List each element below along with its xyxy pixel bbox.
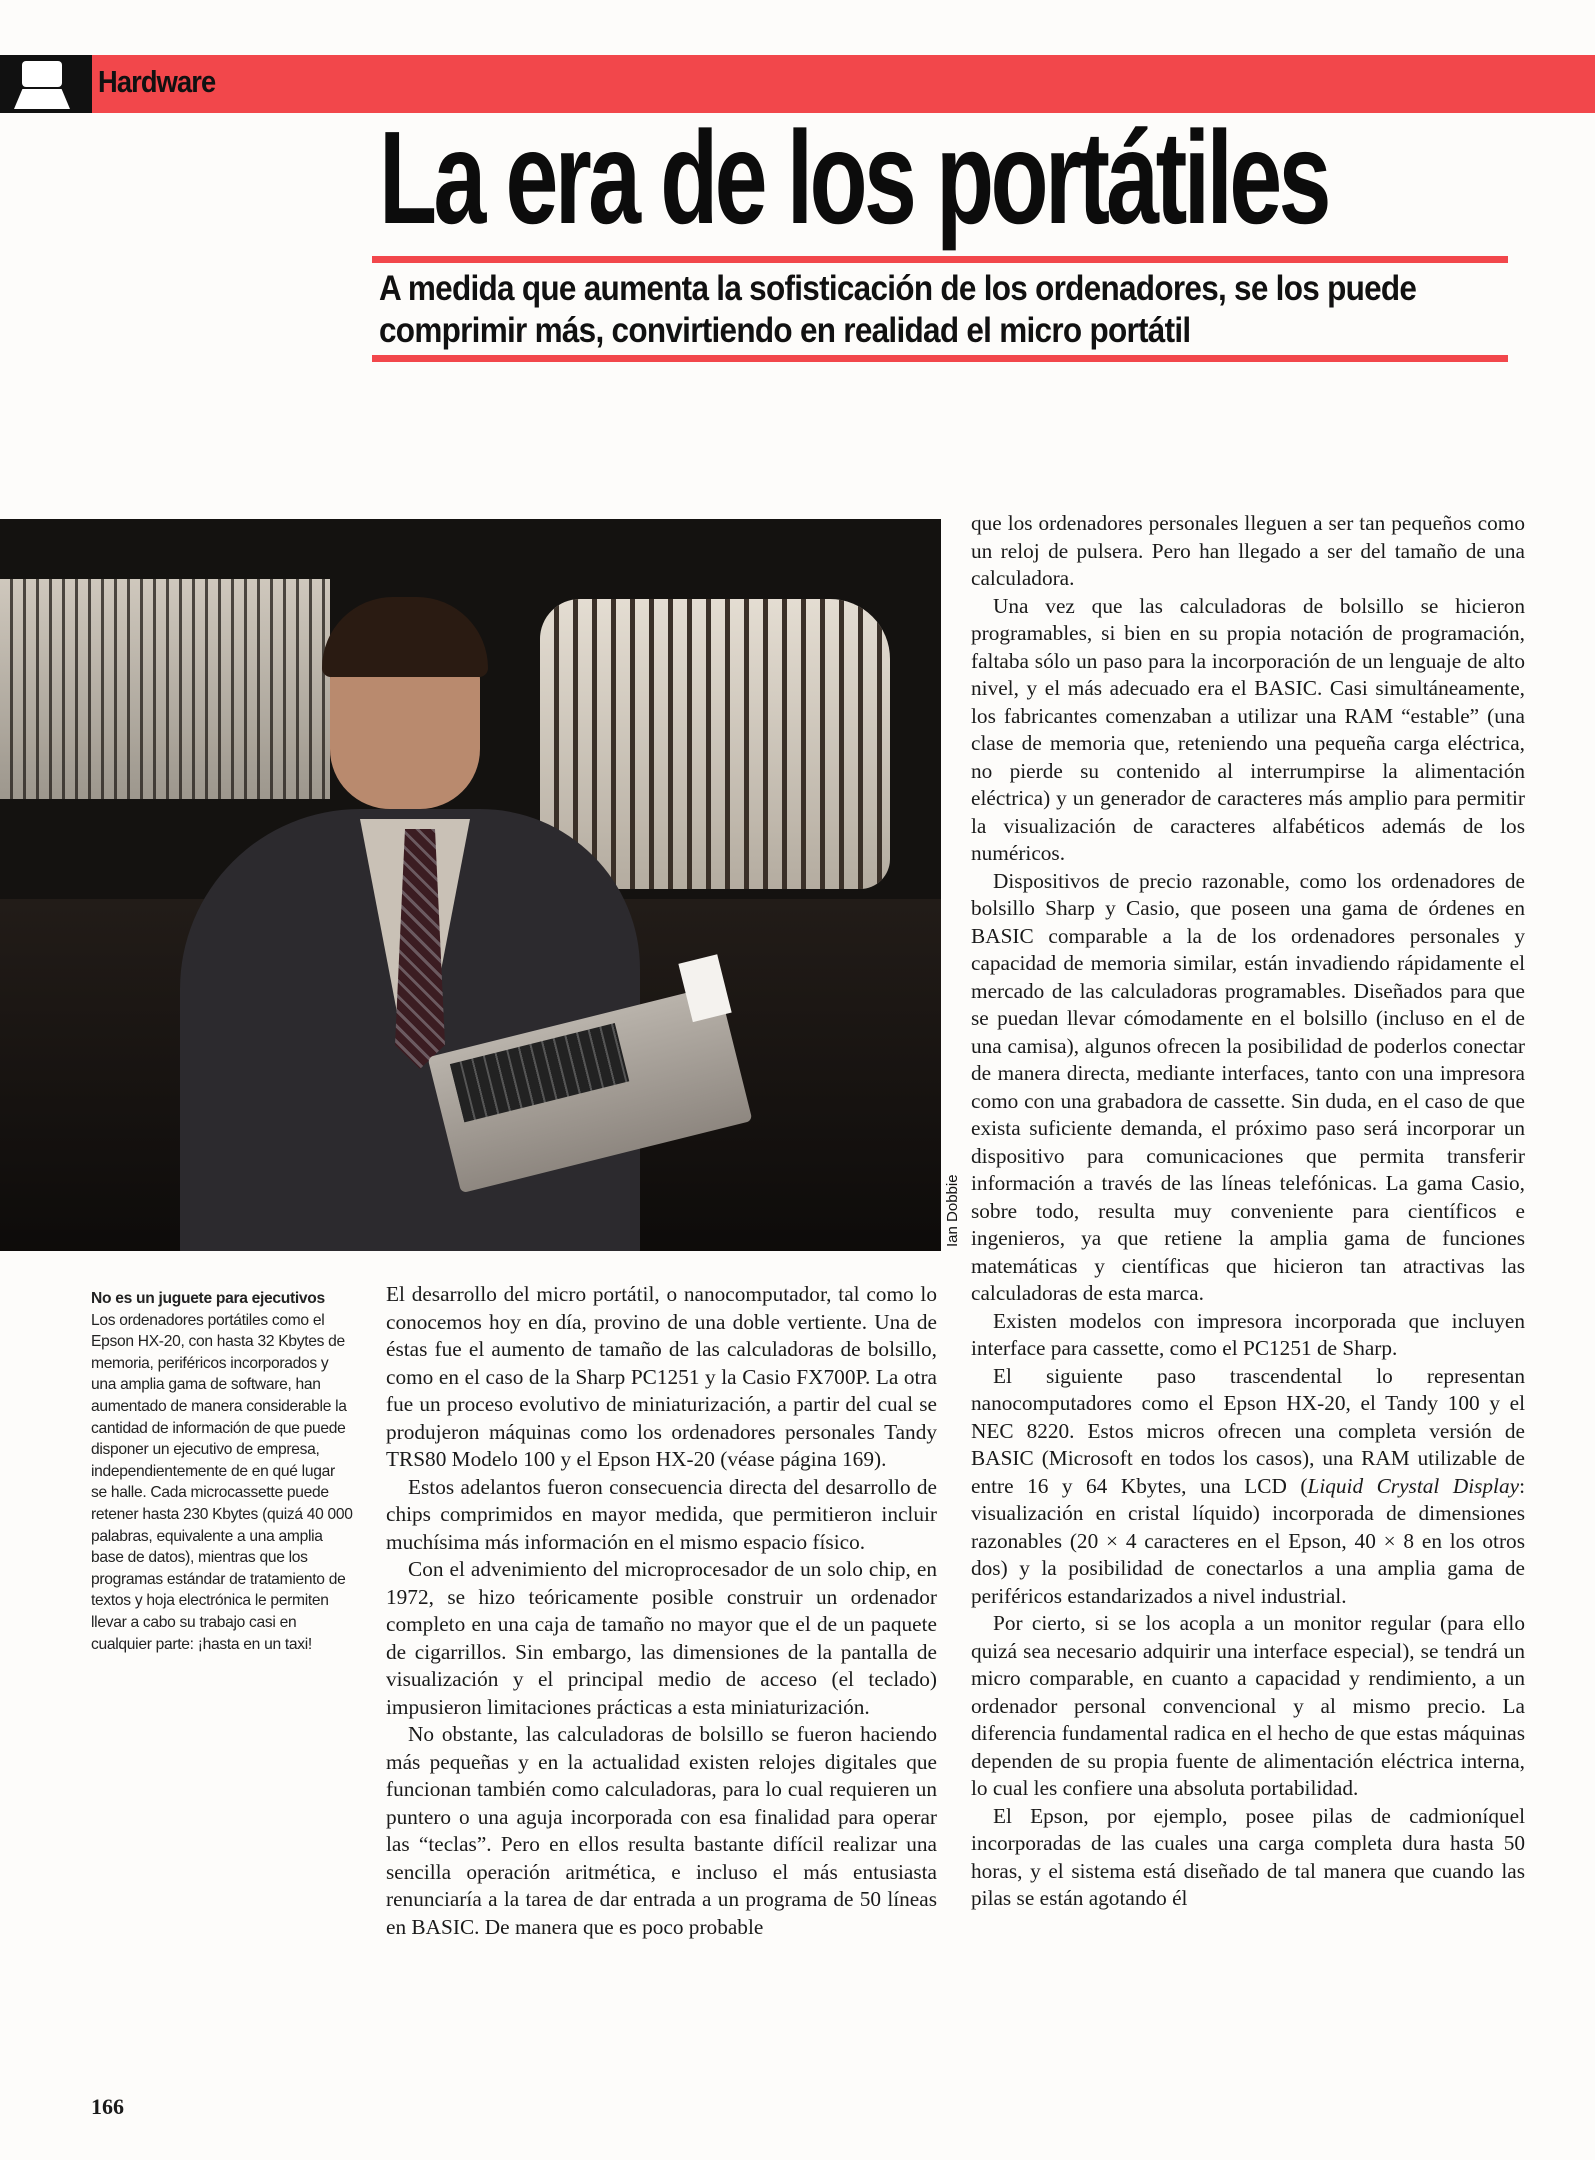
text: El siguiente paso trascendental lo representan nanocomputadores como el Epson HX-20, el Tandy 100 y el NEC 8220. Estos micros ofrecen una completa versión de BASIC (Microsoft en todos los casos), una RAM utilizable de entre 16 y 64 Kbytes, una LCD ( <box>971 1363 1525 1498</box>
body-column-right <box>971 510 1525 1913</box>
title-rule <box>372 256 1508 263</box>
caption-text: Los ordenadores portátiles como el Epson HX-20, con hasta 32 Kbytes de memoria, periféricos incorporados y una amplia gama de software, han aumentado de manera considerable la cantidad de información de que puede disponer un ejecutivo de empresa, independientemente de en qué lugar se halle. Cada microcassette puede retener hasta 230 Kbytes (quizá 40 000 palabras, equivalente a una amplia base de datos), mientras que los programas estándar de tratamiento de textos y hoja electrónica le permiten llevar a cabo su trabajo casi en cualquier parte: ¡hasta en un taxi! <box>91 1311 353 1653</box>
subtitle: A medida que aumenta la sofisticación de los ordenadores, se los puede comprimir más, convirtiendo en realidad el micro portátil <box>379 269 1417 350</box>
page-number: 166 <box>91 2094 124 2119</box>
page-title: La era de los portátiles <box>379 104 1328 251</box>
body-column-middle <box>386 1281 937 1941</box>
paragraph: Existen modelos con impresora incorporada que incluyen interface para cassette, como el PC1251 de Sharp. <box>971 1308 1525 1360</box>
photo-man-with-portable-computer-in-taxi <box>0 519 941 1251</box>
paragraph: Dispositivos de precio razonable, como los ordenadores de bolsillo Sharp y Casio, que poseen una gama de órdenes en BASIC comparable a la de los ordenadores personales y capacidad de memoria similar, están invadiendo rápidamente el mercado de las calculadoras programables. Diseñados para que se puedan llevar cómodamente en el bolsillo (incluso en el de una camisa), algunos ofrecen la posibilidad de poderlos conectar de manera directa, mediante interfaces, tanto con una impresora como con una grabadora de cassette. Sin duda, en el caso de que exista suficiente demanda, el próximo paso será incorporar un dispositivo para comunicaciones que permita transferir información a través de las líneas telefónicas. La gama Casio, sobre todo, resulta muy conveniente para científicos e ingenieros, ya que retiene la amplia gama de funciones matemáticas y científicas que hicieron tan atractivas las calculadoras de esta marca. <box>971 868 1525 1305</box>
paragraph: El desarrollo del micro portátil, o nanocomputador, tal como lo conocemos hoy en día, provino de una doble vertiente. Una de éstas fue el aumento de tamaño de las calculadoras de bolsillo, como en el caso de la Sharp PC1251 y la Casio FX700P. La otra fue un proceso evolutivo de miniaturización, a partir del cual se produjeron máquinas como los ordenadores personales Tandy TRS80 Modelo 100 y el Epson HX-20 (véase página 169). <box>386 1282 937 1471</box>
paragraph: No obstante, las calculadoras de bolsillo se fueron haciendo más pequeñas y en la actualidad existen relojes digitales que funcionan también como calculadoras, para lo cual requieren un puntero o una aguja incorporada con esa finalidad para operar las “teclas”. Pero en ellos resulta bastante difícil realizar una sencilla operación aritmética, e incluso el más entusiasta renunciaría a la tarea de dar entrada a un programa de 50 líneas en BASIC. De manera que es poco probable <box>386 1722 937 1939</box>
paragraph <box>971 1363 1525 1611</box>
paragraph: que los ordenadores personales lleguen a ser tan pequeños como un reloj de pulsera. Pero han llegado a ser del tamaño de una calculadora. <box>971 511 1525 590</box>
computer-icon <box>0 55 92 113</box>
paragraph: Con el advenimiento del microprocesador de un solo chip, en 1972, se hizo teóricamente posible construir un ordenador completo en una caja de tamaño no mayor que el de un paquete de cigarrillos. Sin embargo, las dimensiones de la pantalla de visualización y el principal medio de acceso (el teclado) impusieron limitaciones prácticas a esta miniaturización. <box>386 1557 937 1719</box>
subtitle-rule <box>372 355 1508 362</box>
section-label: Hardware <box>98 64 216 99</box>
photo-caption <box>91 1288 353 1655</box>
paragraph: Estos adelantos fueron consecuencia directa del desarrollo de chips comprimidos en mayor medida, que permitieron incluir muchísima más información en el mismo espacio físico. <box>386 1474 937 1554</box>
photo-credit: Ian Dobbie <box>944 1174 961 1247</box>
paragraph: Una vez que las calculadoras de bolsillo se hicieron programables, si bien en su propia notación de programación, faltaba sólo un paso para la incorporación de un lenguaje de alto nivel, y el más adecuado era el BASIC. Casi simultáneamente, los fabricantes comenzaban a utilizar una RAM “estable” (una clase de memoria que, reteniendo una pequeña carga eléctrica, no pierde su contenido al interrumpirse la alimentación eléctrica) y un generador de caracteres más amplio para permitir la visualización de caracteres alfabéticos además de los numéricos. <box>971 593 1525 865</box>
italic-term: Liquid Crystal Display <box>1307 1473 1520 1498</box>
paragraph: Por cierto, si se los acopla a un monitor regular (para ello quizá sea necesario adquirir una interface especial), se tendrá un micro comparable, en cuanto a capacidad y rendimiento, a un ordenador personal convencional y al mismo precio. La diferencia fundamental radica en el hecho de que estas máquinas dependen de su propia fuente de alimentación eléctrica interna, lo cual les confiere una absoluta portabilidad. <box>971 1611 1525 1800</box>
text: : visualización en cristal líquido) incorporada de dimensiones razonables (20 × 4 caracteres en el Epson, 40 × 8 en los otros dos) y la posibilidad de conectarlos a una amplia gama de periféricos estandarizados a nivel industrial. <box>971 1473 1525 1608</box>
caption-title: No es un juguete para ejecutivos <box>91 1290 325 1307</box>
paragraph: El Epson, por ejemplo, posee pilas de cadmioníquel incorporadas de las cuales una carga completa dura hasta 50 horas, y el sistema está diseñado de tal manera que cuando las pilas se están agotando él <box>971 1803 1525 1910</box>
